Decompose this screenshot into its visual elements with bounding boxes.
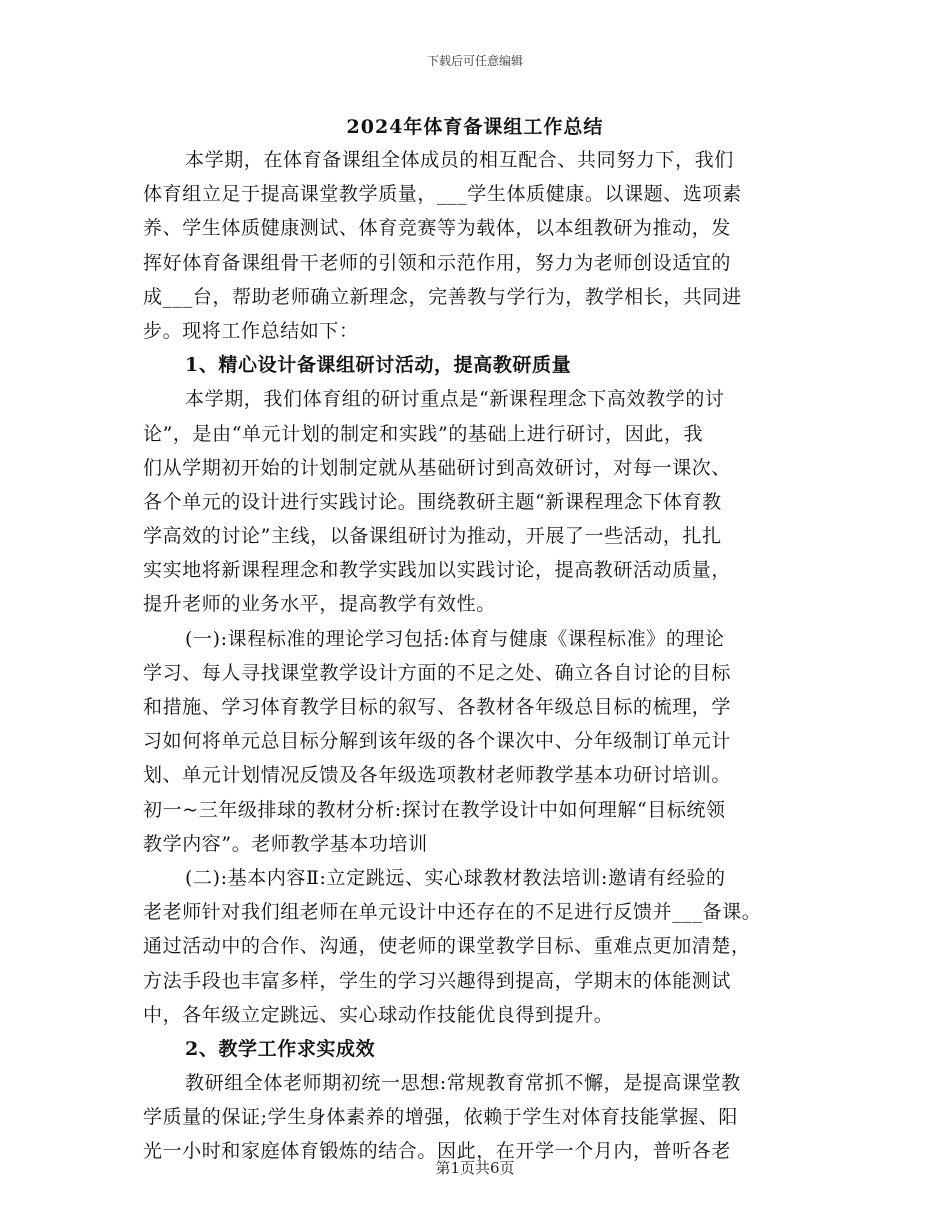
section-heading: 1、精心设计备课组研讨活动，提高教研质量 [185,354,572,377]
paragraph-line: 们从学期初开始的计划制定就从基础研讨到高效研讨，对每一课次、 [143,456,732,479]
paragraph-line: 论”，是由“单元计划的制定和实践”的基础上进行研讨，因此，我 [143,422,704,445]
paragraph-line: 养、学生体质健康测试、体育竞赛等为载体，以本组教研为推动，发 [143,217,732,240]
paragraph-line: 教学内容”。老师教学基本功培训 [143,832,428,855]
paragraph-line: 方法手段也丰富多样，学生的学习兴趣得到提高，学期末的体能测试 [143,969,732,992]
paragraph-line: 教研组全体老师期初统一思想:常规教育常抓不懈，是提高课堂教 [185,1072,741,1095]
paragraph-line: 体育组立足于提高课堂教学质量，___学生体质健康。以课题、选项素 [143,183,742,206]
paragraph-line: 中，各年级立定跳远、实心球动作技能优良得到提升。 [143,1003,614,1026]
document-body [143,143,813,1169]
paragraph-line: 通过活动中的合作、沟通，使老师的课堂教学目标、重难点更加清楚， [143,935,751,958]
paragraph-line: 划、单元计划情况反馈及各年级选项教材老师教学基本功研讨培训。 [143,764,732,787]
paragraph-line: 提升老师的业务水平，提高教学有效性。 [143,593,496,616]
page-title: 2024年体育备课组工作总结 [346,116,604,138]
paragraph-line: 挥好体育备课组骨干老师的引领和示范作用，努力为老师创设适宜的 [143,251,732,274]
paragraph-line: 各个单元的设计进行实践讨论。围绕教研主题“新课程理念下体育教 [143,490,722,513]
paragraph-line: 学习、每人寻找课堂教学设计方面的不足之处、确立各自讨论的目标 [143,661,732,684]
paragraph-line: (二):基本内容Ⅱ:立定跳远、实心球教材教法培训:邀请有经验的 [185,866,726,889]
section-heading: 2、教学工作求实成效 [185,1037,376,1060]
paragraph-line: 老老师针对我们组老师在单元设计中还存在的不足进行反馈并___备课。 [143,901,762,924]
paragraph-line: 步。现将工作总结如下： [143,319,359,342]
paragraph-line: 学质量的保证;学生身体素养的增强，依赖于学生对体育技能掌握、阳 [143,1106,739,1129]
paragraph-line: 本学期，我们体育组的研讨重点是“新课程理念下高效教学的讨 [185,388,725,411]
paragraph-line: (一):课程标准的理论学习包括:体育与健康《课程标准》的理论 [185,627,725,650]
paragraph-line: 光一小时和家庭体育锻炼的结合。因此，在开学一个月内，普听各老 [143,1140,732,1163]
page-number: 第1页共6页 [435,1159,515,1177]
paragraph-line: 习如何将单元总目标分解到该年级的各个课次中、分年级制订单元计 [143,730,732,753]
paragraph-line: 和措施、学习体育教学目标的叙写、各教材各年级总目标的梳理，学 [143,696,732,718]
paragraph-line: 实实地将新课程理念和教学实践加以实践讨论，提高教研活动质量， [143,559,732,582]
paragraph-line: 学高效的讨论”主线，以备课组研讨为推动，开展了一些活动，扎扎 [143,525,722,548]
paragraph-line: 本学期，在体育备课组全体成员的相互配合、共同努力下，我们 [185,149,734,171]
paragraph-line: 成___台，帮助老师确立新理念，完善教与学行为，教学相长，共同进 [143,285,742,308]
download-note: 下载后可任意编辑 [426,54,523,68]
paragraph-line: 初一~三年级排球的教材分析:探讨在教学设计中如何理解“目标统领 [143,798,726,821]
